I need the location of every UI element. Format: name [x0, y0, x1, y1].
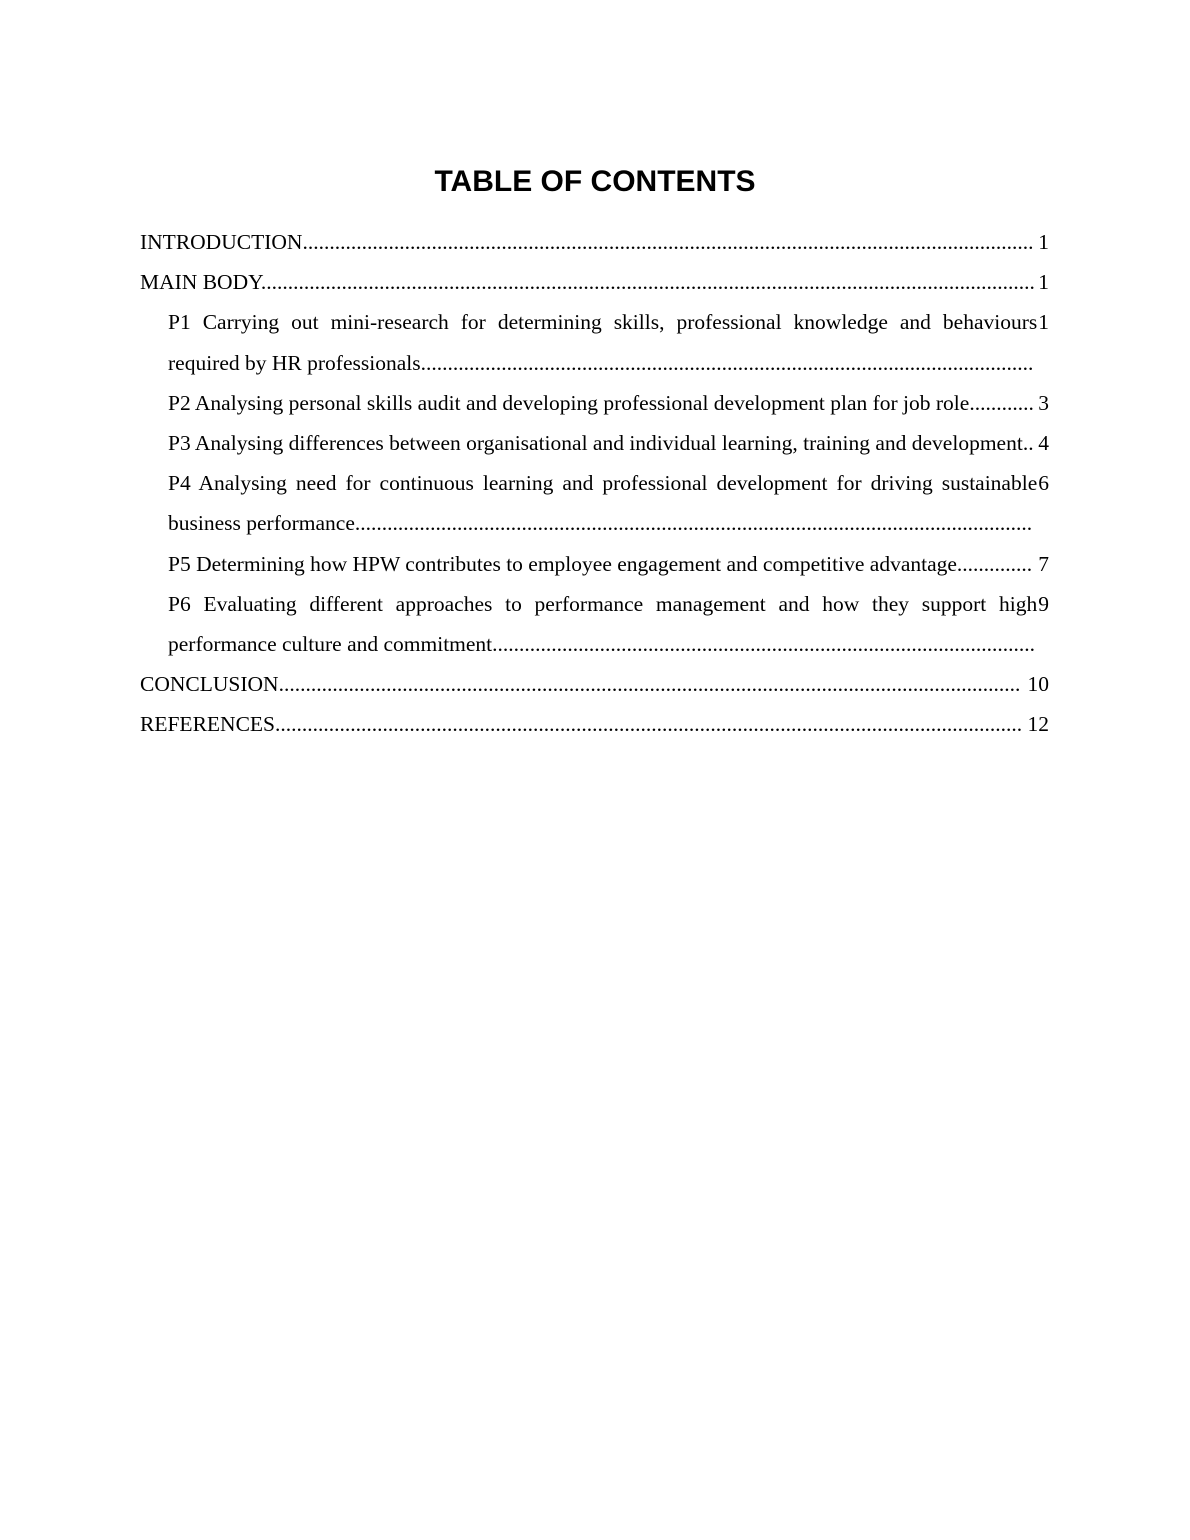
dot-leader: ..: [1022, 431, 1034, 456]
toc-entry-introduction[interactable]: [140, 222, 1049, 262]
toc-entry-label: CONCLUSION: [140, 672, 279, 697]
toc-entry-p2[interactable]: [140, 383, 1049, 423]
dot-leader: .....................................................................................................: [492, 632, 1036, 657]
toc-entry-label: P4 Analysing need for continuous learning and professional development for driving sustainable business performance: [168, 471, 1038, 536]
toc-entry-p1[interactable]: [140, 302, 1049, 382]
toc-page-number: 12: [1027, 704, 1050, 744]
dot-leader: ..............................................................................................................................: [354, 511, 1033, 536]
dot-leader: ................................................................................................................................................: [260, 270, 1035, 295]
toc-page-number: 1: [1037, 262, 1049, 302]
dot-leader: ..................................................................................................................: [420, 350, 1034, 375]
toc-entry-p4[interactable]: [140, 463, 1049, 543]
toc-page-number: 4: [1037, 423, 1049, 463]
dot-leader: ............: [969, 390, 1034, 415]
toc-entry-label: P2 Analysing personal skills audit and developing professional development plan for job role: [168, 390, 970, 415]
table-of-contents: [140, 222, 1049, 745]
toc-entry-label: P5 Determining how HPW contributes to employee engagement and competitive advantage: [168, 551, 957, 576]
toc-entry-main-body[interactable]: [140, 262, 1049, 302]
dot-leader: ...........................................................................................................................................: [275, 712, 1023, 737]
toc-entry-label: MAIN BODY: [140, 270, 261, 295]
toc-page-number: 1: [1037, 222, 1049, 262]
toc-entry-label: INTRODUCTION: [140, 230, 303, 254]
toc-entry-label: P1 Carrying out mini-research for determining skills, professional knowledge and behaviours required by HR professionals: [168, 310, 1038, 375]
toc-page-number: 10: [1027, 664, 1050, 704]
toc-page-number: 6: [1037, 463, 1049, 503]
toc-entry-label: P6 Evaluating different approaches to performance management and how they support high performance culture and commitment: [168, 591, 1038, 657]
dot-leader: ........................................................................................................................................: [302, 230, 1034, 254]
toc-entry-label: P3 Analysing differences between organisational and individual learning, training and development: [168, 431, 1023, 456]
toc-entry-p5[interactable]: [140, 544, 1049, 584]
toc-entry-label: REFERENCES: [140, 712, 275, 737]
toc-entry-p6[interactable]: [140, 584, 1049, 664]
dot-leader: ..........................................................................................................................................: [278, 672, 1021, 697]
page-title: TABLE OF CONTENTS: [434, 165, 756, 198]
toc-entry-conclusion[interactable]: [140, 664, 1049, 704]
toc-page-number: 7: [1037, 544, 1049, 584]
toc-page-number: 9: [1037, 584, 1049, 624]
toc-entry-references[interactable]: [140, 704, 1049, 744]
toc-page-number: 1: [1037, 302, 1049, 342]
toc-entry-p3[interactable]: [140, 423, 1049, 463]
dot-leader: ..............: [956, 551, 1033, 576]
toc-page-number: 3: [1037, 383, 1049, 423]
